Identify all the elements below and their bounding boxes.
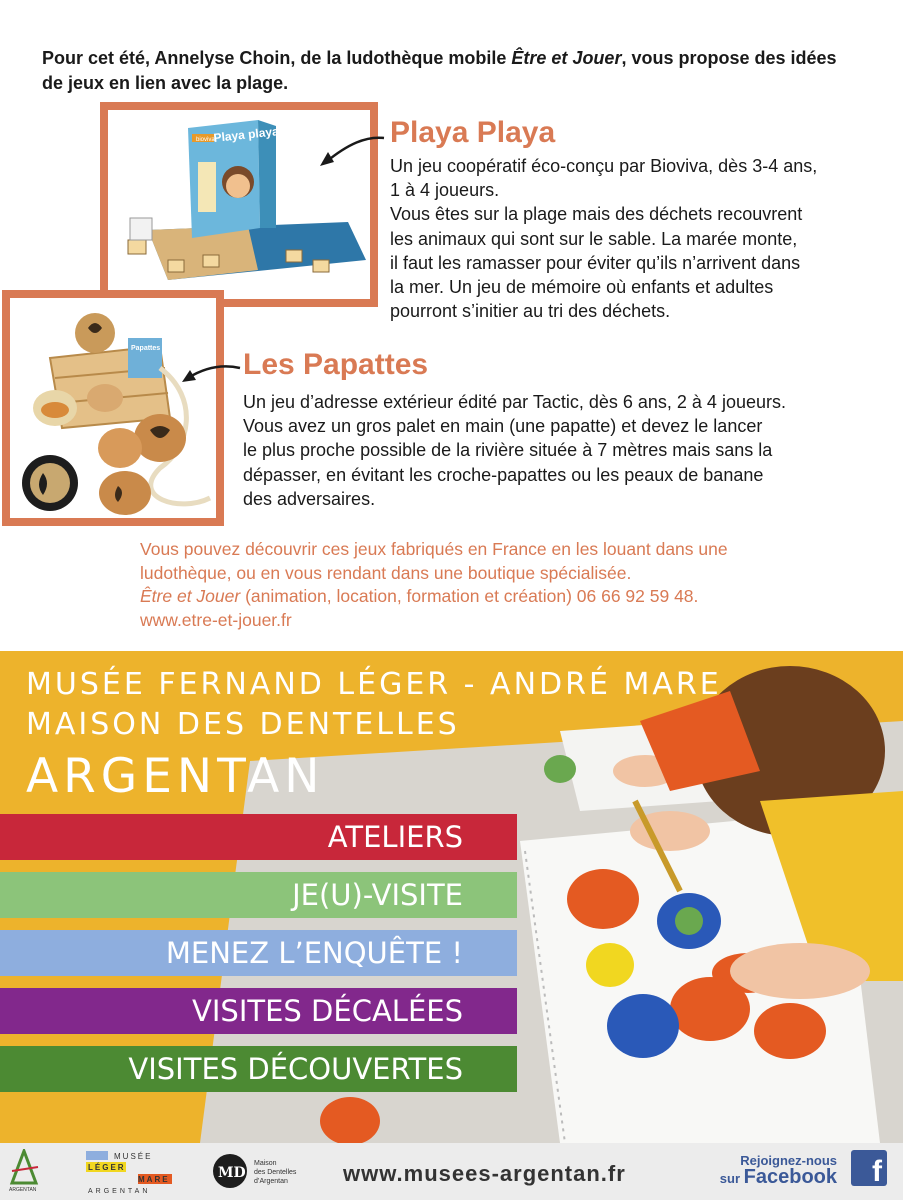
note-line: ludothèque, ou en vous rendant dans une boutique spécialisée. [140,562,632,583]
facebook-icon[interactable]: f [851,1150,887,1186]
description-line: les animaux qui sont sur le sable. La marée monte, [390,228,798,249]
playa-playa-title: Playa Playa [390,116,556,149]
logo-text: LÉGER [88,1163,126,1172]
museum-banner [0,651,903,1143]
facebook-invite[interactable] [720,1152,837,1187]
note-line [140,585,880,609]
city-name: ARGENTAN [26,749,325,804]
description-line: 1 à 4 joueurs. [390,180,500,201]
papattes-photo [2,290,224,526]
note-website-link[interactable]: www.etre-et-jouer.fr [140,609,292,630]
description-line: le plus proche possible de la rivière située à 7 mètres mais sans la [243,440,773,461]
box-title: Playa playa [212,124,280,145]
bar-jeu-visite[interactable]: JE(U)-VISITE [0,872,517,918]
description-line: pourront s’initier au tri des déchets. [390,301,671,322]
arrow-icon [180,362,244,388]
maison-dentelles-logo [212,1149,322,1195]
note-emphasis: Être et Jouer [140,586,241,606]
logo-text: des Dentelles [254,1169,297,1176]
rental-note [140,538,880,632]
papattes-description [243,390,883,511]
bar-visites-decalees[interactable]: VISITES DÉCALÉES [0,988,517,1034]
logo-text: MUSÉE [114,1152,153,1161]
argentan-logo [8,1149,40,1193]
description-line: des adversaires. [243,488,376,509]
description-line: Un jeu coopératif éco-conçu par Bioviva, dès 3-4 ans, [390,156,818,176]
bar-menez-enquete[interactable]: MENEZ L’ENQUÊTE ! [0,930,517,976]
logo-text: Maison [254,1160,277,1167]
bar-ateliers[interactable]: ATELIERS [0,814,517,860]
description-line: il faut les ramasser pour éviter qu’ils n’arrivent dans [390,252,801,273]
note-line: Vous pouvez découvrir ces jeux fabriqués en France en les louant dans une [140,539,728,559]
museum-name: MUSÉE FERNAND LÉGER - ANDRÉ MARE [26,667,722,702]
logo-caption: ARGENTAN [9,1187,37,1193]
intro-text-2: , vous propose des idées de jeux en lien avec la plage. [42,48,837,93]
intro-paragraph [42,46,862,96]
box-brand: bioviva [196,137,215,143]
logo-text: ARGENTAN [88,1188,151,1195]
papattes-box-title: Papattes [131,345,161,352]
arrow-icon [318,130,388,170]
playa-playa-description [390,154,870,323]
description-line: Vous êtes sur la plage mais des déchets recouvrent [390,204,803,225]
logo-text: d’Argentan [254,1178,288,1185]
facebook-name: Facebook [743,1166,837,1188]
intro-text-1: Pour cet été, Annelyse Choin, de la ludothèque mobile [42,48,512,68]
bar-visites-decouvertes[interactable]: VISITES DÉCOUVERTES [0,1046,517,1092]
papattes-title: Les Papattes [243,348,429,381]
description-line: dépasser, en évitant les croche-papattes ou les peaux de banane [243,464,764,485]
description-line: Vous avez un gros palet en main (une papatte) et devez le lancer [243,416,763,437]
intro-emphasis: Être et Jouer [511,48,622,68]
museum-website-link[interactable]: www.musees-argentan.fr [343,1161,626,1186]
footer [0,1143,903,1200]
description-line: Un jeu d’adresse extérieur édité par Tactic, dès 6 ans, 2 à 4 joueurs. [243,392,786,412]
description-line: la mer. Un jeu de mémoire où enfants et adultes [390,277,774,298]
logo-mark: MD [218,1165,246,1181]
musee-leger-mare-logo [86,1149,178,1195]
logo-text: MARE [138,1175,170,1184]
facebook-invite-line [719,1166,837,1188]
note-contact: (animation, location, formation et création) 06 66 92 59 48. [240,586,699,606]
facebook-prefix: sur [719,1171,744,1186]
museum-subname: MAISON DES DENTELLES [26,707,460,742]
facebook-invite-line: Rejoignez-nous [740,1153,837,1168]
